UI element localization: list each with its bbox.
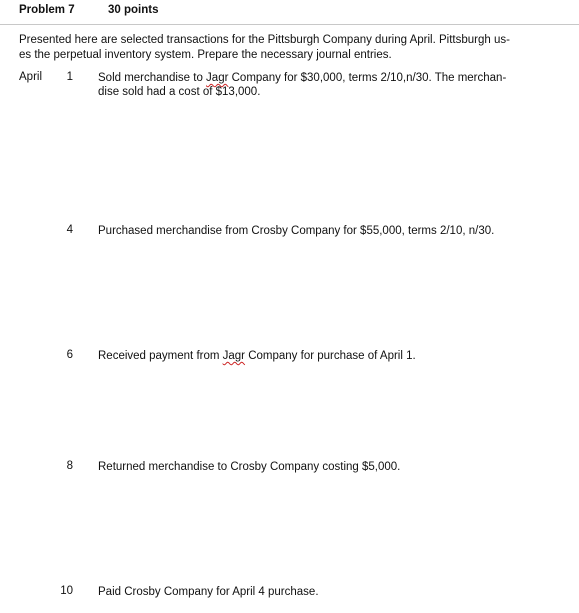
transaction-day: 8: [66, 460, 73, 472]
transaction-text: Purchased merchandise from Crosby Company for $55,000, terms 2/10, n/30.: [98, 225, 495, 237]
transaction-day: 1: [66, 71, 73, 83]
customer-name: Jagr: [222, 350, 246, 362]
transaction-text-pre: Received payment from: [98, 350, 223, 362]
instructions: [19, 33, 559, 63]
month-label: April: [19, 71, 43, 83]
instructions-line-2: es the perpetual inventory system. Prepare the necessary journal entries.: [19, 49, 392, 61]
transaction-text: [98, 71, 506, 99]
transaction-text: Returned merchandise to Crosby Company costing $5,000.: [98, 461, 401, 473]
transaction-text: Paid Crosby Company for April 4 purchase.: [98, 586, 319, 598]
header-divider: [0, 24, 579, 25]
transaction-day: 10: [60, 585, 73, 597]
transaction-day: 4: [66, 224, 73, 236]
problem-title: Problem 7: [19, 4, 75, 16]
customer-name: Jagr: [206, 72, 229, 84]
problem-points: 30 points: [108, 4, 159, 16]
transaction-text-post: Company for purchase of April 1.: [245, 350, 416, 362]
instructions-line-1: Presented here are selected transactions for the Pittsburgh Company during April. Pittsburgh us-: [19, 34, 510, 46]
transaction-text-post: Company for $30,000, terms 2/10,n/30. The merchan-: [228, 72, 507, 84]
transaction-text-line-2: dise sold had a cost of $13,000.: [98, 86, 261, 98]
transaction-day: 6: [66, 349, 73, 361]
transaction-text: [98, 349, 416, 363]
transaction-text-pre: Sold merchandise to: [98, 72, 207, 84]
